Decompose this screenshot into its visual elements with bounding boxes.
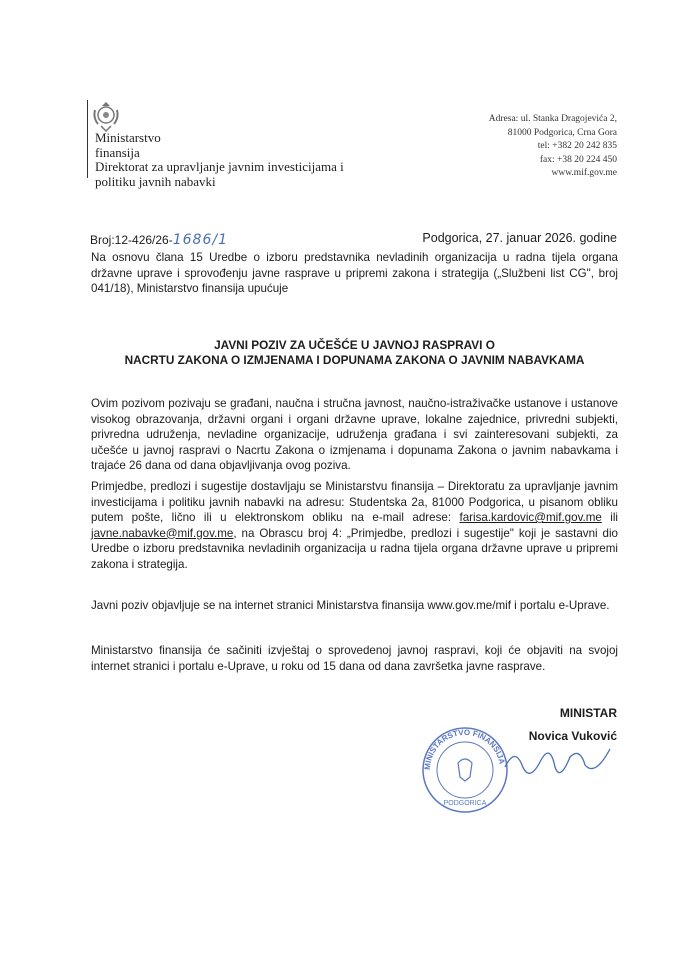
address-city: 81000 Podgorica, Crna Gora — [507, 127, 617, 138]
document-date: Podgorica, 27. januar 2026. godine — [422, 231, 617, 245]
address-web: www.mif.gov.me — [551, 168, 617, 178]
org-name-line1: Ministarstvo — [95, 130, 161, 145]
title-line2: NACRTU ZAKONA O IZMJENAMA I DOPUNAMA ZAKONA O JAVNIM NABAVKAMA — [124, 353, 585, 367]
signature-name: Novica Vuković — [528, 729, 617, 743]
reference-number — [90, 232, 228, 248]
intro-paragraph: Na osnovu člana 15 Uredbe o izboru predstavnika nevladinih organizacija u radna tijela organa državne uprave i sprovođenju javne rasprave u pripremi zakona i strategija („Službeni list CG", broj 041/18), Ministarstvo finansija upućuje — [91, 251, 618, 295]
email-link-1[interactable]: farisa.kardovic@mif.gov.me — [459, 511, 602, 524]
address-street: Adresa: ul. Stanka Dragojevića 2, — [488, 114, 617, 124]
handwritten-number: 1686/1 — [172, 232, 228, 248]
paragraph-report: Ministarstvo finansija će sačiniti izvještaj o sprovedenoj javnoj raspravi, koji će objaviti na svojoj internet stranici i portalu e-Uprave, u roku od 15 dana od dana završetka javne rasprave. — [91, 644, 618, 673]
address-tel: tel: +382 20 242 835 — [537, 141, 617, 151]
reference-label: Broj:12-426/26- — [90, 233, 173, 247]
dept-line2: politiku javnih nabavki — [95, 173, 216, 189]
address-block — [489, 113, 617, 181]
email-link-2[interactable]: javne.nabavke@mif.gov.me — [91, 526, 234, 540]
handwritten-signature — [500, 737, 620, 787]
org-name-line2: finansija — [95, 144, 140, 160]
paragraph-invitation: Ovim pozivom pozivaju se građani, naučna i stručna javnost, naučno-istraživačke ustanove i ustanove visokog obrazovanja, državni organi i organi državne uprave, lokalne zajednice, privredni subjekti, privredna udruženja, nevladine organizacije, udruženja građana i svi zainteresovani subjekti, za učešće u javnoj raspravi o Nacrtu Zakona o izmjenama i dopunama Zakona o javnim nabavkama i trajaće 26 dana od dana objavljivanja ovog poziva. — [91, 397, 618, 472]
svg-text:MINISTARSTVO FINANSIJA: MINISTARSTVO FINANSIJA — [422, 727, 507, 771]
dept-line1: Direktorat za upravljanje javnim investicijama i — [95, 159, 344, 174]
text: , na Obrascu broj 4: „Primjedbe, predlozi i sugestije" koji je sastavni dio Uredbe o izboru predstavnika nevladinih organizacija u radna tijela organa državne uprave u pripremi zakona i strategija. — [91, 526, 618, 571]
organization-block — [95, 131, 344, 189]
address-fax: fax: +38 20 224 450 — [539, 154, 617, 165]
official-stamp — [420, 725, 510, 815]
header-divider — [87, 100, 88, 178]
svg-text:PODGORICA: PODGORICA — [443, 800, 487, 807]
text: ili — [601, 511, 618, 524]
document-title — [91, 338, 618, 368]
paragraph-submissions — [91, 479, 618, 572]
text: Primjedbe, predlozi i sugestije dostavljaju se Ministarstvu finansija – Direktoratu za upravljanje javnim investicijama i politiku javnih nabavki na adresu: Studentska 2a, 81000 Podgorica, u pisanom obliku putem pošte, lično ili u elektronskom obliku na e-mail adrese: — [91, 480, 618, 524]
signature-role: MINISTAR — [559, 706, 617, 720]
title-line1: JAVNI POZIV ZA UČEŠĆE U JAVNOJ RASPRAVI O — [214, 338, 495, 352]
coat-of-arms-logo — [92, 100, 120, 132]
paragraph-publication: Javni poziv objavljuje se na internet stranici Ministarstva finansija www.gov.me/mif i portalu e-Uprave. — [91, 599, 610, 612]
